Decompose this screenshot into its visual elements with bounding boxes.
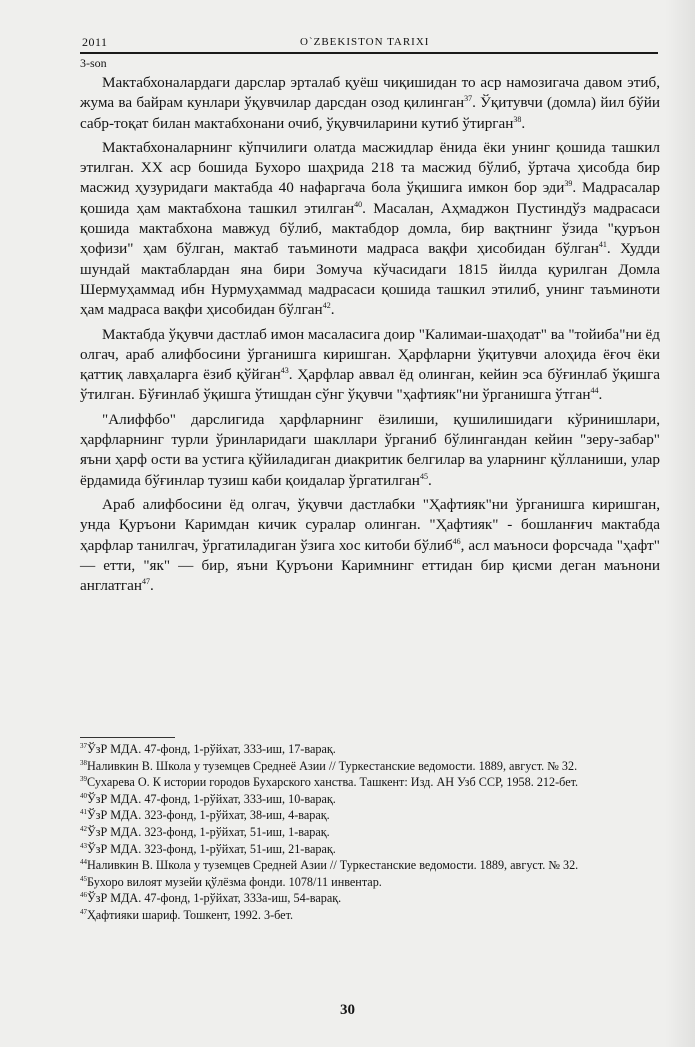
paragraph-text: .: [598, 386, 603, 404]
footnote-marker: 47: [142, 577, 150, 587]
article-body: [80, 73, 660, 600]
footnote-number: 37: [80, 741, 87, 750]
paragraph-text: . Ўқитувчи (домла) йил бўйи сабр-тоқат билан мактабхонани очиб, ўқувчиларини кутиб ўтирган: [80, 94, 660, 132]
footnote-item: [80, 874, 660, 891]
paragraph-text: .: [330, 301, 335, 319]
paragraph-text: Мактабда ўқувчи дастлаб имон масаласига доир "Калимаи-шаҳодат" ва "тойиба"ни ёд олгач, араб алифбосини ўрганишга киришган. Ҳарфларни ўқитувчи алоҳида ёғоч ёки қаттиқ лавҳаларга ёзиб қўйган: [80, 325, 660, 384]
body-paragraph: [80, 138, 660, 321]
page-number: 30: [340, 1002, 355, 1018]
footnote-number: 38: [80, 758, 87, 767]
paragraph-text: . Масалан, Аҳмаджон Пустиндўз мадрасаси қошида мактабхона мавжуд бўлиб, мактабдор домла, бир вақтнинг ўзида "қуръон ҳофизи" ҳам бўлган, мактаб таъминоти мадраса вақфи ҳисобидан бўлган: [80, 199, 660, 258]
issue-number: 3-son: [80, 56, 107, 70]
paragraph-text: "Алиффбо" дарслигида ҳарфларнинг ёзилиши, қушилишидаги кўринишлари, ҳарфларнинг турли ўринларидаги шакллари ўрганиб бўлингандан кейин "зеру-забар" яъни ҳарф ости ва устига қўйиладиган диакритик белгилар ва уларнинг қўлланиши, улар ёрдамида бўғинлар тузиш каби қоидалар ўргатилган: [80, 410, 660, 489]
footnote-marker: 39: [564, 179, 573, 189]
footnote-marker: 37: [464, 94, 473, 104]
header-year: 2011: [82, 35, 108, 49]
footnote-item: [80, 807, 660, 824]
footnote-marker: 40: [354, 199, 363, 209]
footnote-marker: 41: [598, 240, 607, 250]
footnote-marker: 43: [280, 366, 289, 376]
body-paragraph: [80, 325, 660, 406]
footnote-item: [80, 890, 660, 907]
footnote-text: Ҳафтияки шариф. Тошкент, 1992. 3-бет.: [87, 907, 294, 922]
body-paragraph: [80, 73, 660, 134]
paragraph-text: .: [427, 471, 432, 489]
paragraph-text: . Мадрасалар қошида ҳам мактабхона ташкил этилган: [80, 179, 660, 217]
paragraph-text: .: [150, 577, 154, 595]
footnotes-list: [80, 741, 660, 924]
body-paragraph: [80, 495, 660, 596]
footnote-number: 42: [80, 824, 87, 833]
footnote-text: ЎзР МДА. 323-фонд, 1-рўйхат, 51-иш, 21-варақ.: [87, 841, 336, 856]
footnote-item: [80, 824, 660, 841]
footnote-text: Бухоро вилоят музейи қўлёзма фонди. 1078/11 инвентар.: [87, 874, 382, 889]
footnote-text: ЎзР МДА. 47-фонд, 1-рўйхат, 333-иш, 10-варақ.: [87, 791, 336, 806]
footnote-marker: 46: [452, 536, 461, 546]
footnote-text: ЎзР МДА. 323-фонд, 1-рўйхат, 51-иш, 1-варақ.: [87, 824, 330, 839]
footnote-number: 45: [80, 874, 87, 883]
footnote-text: Наливкин В. Школа у туземцев Среднеё Азии // Туркестанские ведомости. 1889, август. № 32.: [87, 758, 578, 773]
paragraph-text: . Ҳарфлар аввал ёд олинган, кейин эса бўғинлаб ўқишга ўтилган. Бўғинлаб ўқишга ўтишдан сўнг ўқувчи "ҳафтияк"ни ўрганишга ўтган: [80, 366, 660, 404]
footnote-item: [80, 791, 660, 808]
header-rule: [80, 52, 658, 54]
paragraph-text: Мактабхоналардаги дарслар эрталаб қуёш чиқишидан то аср намозигача давом этиб, жума ва байрам кунлари ўқувчилар дарсдан озод қилинган: [80, 74, 660, 112]
footnote-item: [80, 741, 660, 758]
footnote-item: [80, 841, 660, 858]
footnote-number: 46: [80, 891, 87, 900]
footnote-item: [80, 857, 660, 874]
footnote-marker: 38: [513, 114, 522, 124]
running-header: [80, 35, 658, 51]
body-paragraph: [80, 410, 660, 491]
paragraph-text: Мактабхоналарнинг кўпчилиги олатда масжидлар ёнида ёки унинг қошида ташкил этилган. XX аср бошида Бухоро шаҳрида 218 та масжид бўлиб, ўртача ҳисобда бир масжид ҳузуридаги мактабда 40 нафаргача бола ўқишига имкон бор эди: [80, 138, 660, 197]
footnote-separator: [80, 737, 175, 738]
paragraph-text: . Худди шундай мактаблардан яна бири Зомуча кўчасидаги 1815 йилда қурилган Домла Шермуҳаммад ибн Нурмуҳаммад мадрасаси қошида ташкил этилиб, унинг таъминоти ҳам мадраса вақфи ҳисобидан бўлган: [80, 240, 660, 319]
page-edge-shadow: [665, 0, 695, 1047]
journal-title: O`ZBEKISTON TARIXI: [300, 36, 430, 48]
footnote-item: [80, 774, 660, 791]
footnote-number: 39: [80, 775, 87, 784]
footnote-text: Сухарева О. К истории городов Бухарского ханства. Ташкент: Изд. АН Узб ССР, 1958. 212-бет.: [87, 775, 579, 790]
footnote-number: 47: [80, 907, 87, 916]
footnote-item: [80, 758, 660, 775]
footnote-marker: 45: [419, 471, 428, 481]
paragraph-text: .: [521, 114, 526, 132]
footnote-text: ЎзР МДА. 47-фонд, 1-рўйхат, 333-иш, 17-варақ.: [87, 742, 336, 756]
footnote-item: [80, 907, 660, 924]
footnote-marker: 44: [590, 386, 599, 396]
footnote-number: 44: [80, 858, 87, 867]
footnote-text: ЎзР МДА. 323-фонд, 1-рўйхат, 38-иш, 4-варақ.: [87, 808, 330, 823]
footnote-number: 41: [80, 808, 87, 817]
footnote-text: ЎзР МДА. 47-фонд, 1-рўйхат, 333а-иш, 54-варақ.: [87, 891, 342, 906]
paragraph-text: Араб алифбосини ёд олгач, ўқувчи дастлабки "Ҳафтияк"ни ўрганишга киришган, унда Қуръони Каримдан кичик суралар олинган. "Ҳафтияк" - бошланғич мактабда ҳарфлар танилгач, ўргатиладиган ўзига хос китоби бўлиб: [80, 495, 660, 554]
footnote-number: 40: [80, 791, 87, 800]
footnote-marker: 42: [322, 301, 331, 311]
footnote-text: Наливкин В. Школа у туземцев Средней Азии // Туркестанские ведомости. 1889, август. № 32.: [87, 858, 579, 873]
footnote-number: 43: [80, 841, 87, 850]
paragraph-text: , асл маъноси форсчада "ҳафт" — етти, "як" — бир, яъни Қуръони Каримнинг еттидан бир қисми деган маънони англатган: [80, 536, 660, 595]
